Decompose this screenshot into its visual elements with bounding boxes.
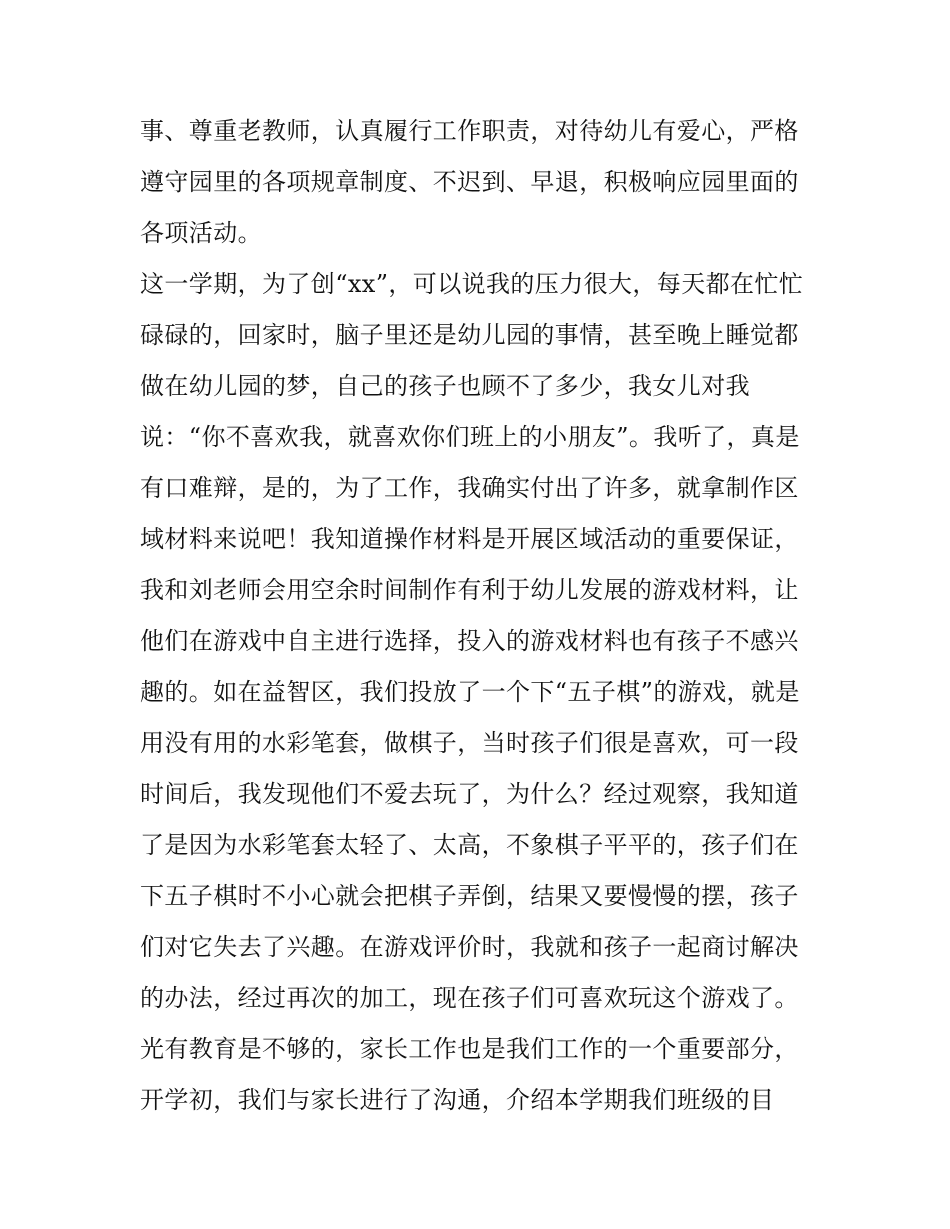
text-line: 事、尊重老教师，认真履行工作职责，对待幼儿有爱心，严格 (140, 117, 799, 145)
text-line: 他们在游戏中自主进行选择，投入的游戏材料也有孩子不感兴 (140, 627, 799, 655)
text-line: 碌碌的，回家时，脑子里还是幼儿园的事情，甚至晚上睡觉都 (140, 321, 799, 349)
text-line: 说：“你不喜欢我，就喜欢你们班上的小朋友”。我听了，真是 (140, 423, 800, 451)
text-line: 我和刘老师会用空余时间制作有利于幼儿发展的游戏材料，让 (140, 576, 799, 604)
text-line: 时间后，我发现他们不爱去玩了，为什么？经过观察，我知道 (140, 780, 799, 808)
text-line: 用没有用的水彩笔套，做棋子，当时孩子们很是喜欢，可一段 (140, 729, 799, 757)
text-line: 做在幼儿园的梦，自己的孩子也顾不了多少，我女儿对我 (140, 372, 750, 400)
body-text (140, 106, 820, 1126)
text-line: 们对它失去了兴趣。在游戏评价时，我就和孩子一起商讨解决 (140, 933, 799, 961)
text-line: 趣的。如在益智区，我们投放了一个下“五子棋”的游戏，就是 (140, 678, 800, 706)
text-line: 这一学期，为了创“xx”，可以说我的压力很大，每天都在忙忙 (140, 270, 804, 298)
text-line: 的办法，经过再次的加工，现在孩子们可喜欢玩这个游戏了。 (140, 984, 799, 1012)
text-line: 了是因为水彩笔套太轻了、太高，不象棋子平平的，孩子们在 (140, 831, 799, 859)
text-line: 有口难辩，是的，为了工作，我确实付出了许多，就拿制作区 (140, 474, 799, 502)
text-line: 遵守园里的各项规章制度、不迟到、早退，积极响应园里面的 (140, 168, 799, 196)
text-line: 下五子棋时不小心就会把棋子弄倒，结果又要慢慢的摆，孩子 (140, 882, 799, 910)
text-line: 各项活动。 (140, 219, 262, 247)
text-line: 光有教育是不够的，家长工作也是我们工作的一个重要部分， (140, 1035, 799, 1063)
text-line: 开学初，我们与家长进行了沟通，介绍本学期我们班级的目 (140, 1086, 775, 1114)
text-line: 域材料来说吧！我知道操作材料是开展区域活动的重要保证， (140, 525, 799, 553)
